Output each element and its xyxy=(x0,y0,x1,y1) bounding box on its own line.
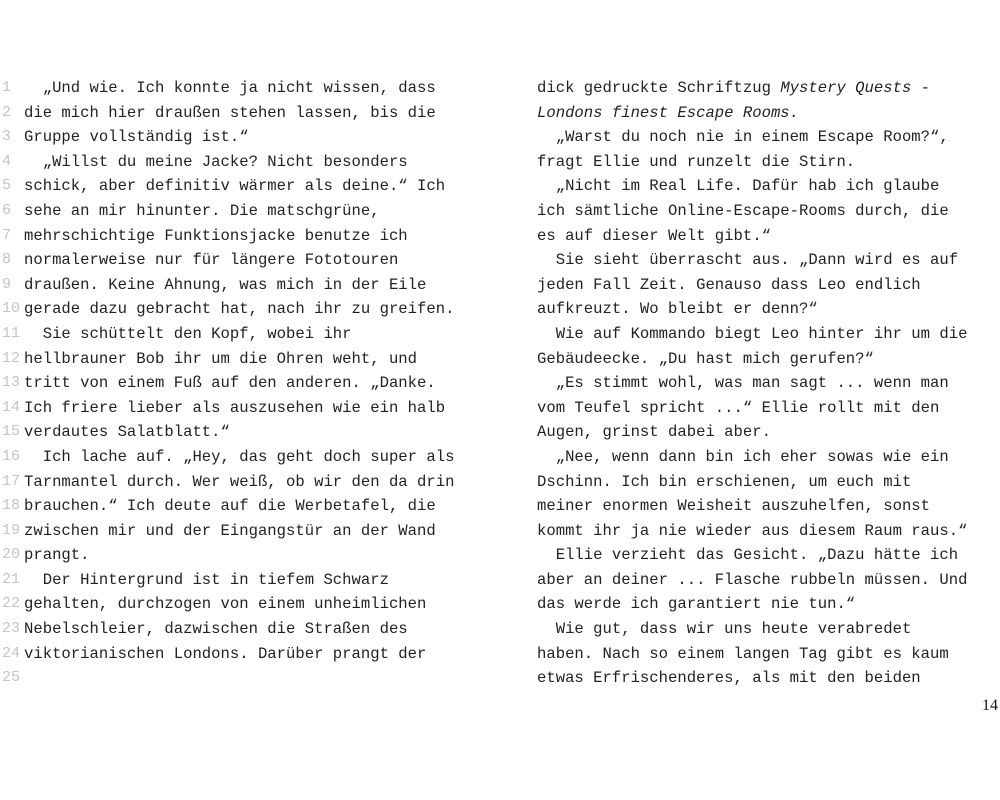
line-text: normalerweise nur für längere Fototouren xyxy=(24,251,399,270)
line-text: gerade dazu gebracht hat, nach ihr zu greifen. xyxy=(24,300,455,319)
line-text: „Nicht im Real Life. Dafür hab ich glaube xyxy=(537,177,940,196)
line-text: mehrschichtige Funktionsjacke benutze ich xyxy=(24,226,408,245)
text-line xyxy=(537,420,1000,445)
line-text: Dschinn. Ich bin erschienen, um euch mit xyxy=(537,472,912,491)
text-line xyxy=(537,470,1000,495)
line-number: 23 xyxy=(2,620,21,638)
text-line xyxy=(0,273,500,298)
line-text: hellbrauner Bob ihr um die Ohren weht, und xyxy=(24,349,418,368)
text-line xyxy=(0,371,500,396)
line-text: „Warst du noch nie in einem Escape Room?“, xyxy=(537,128,949,147)
line-text: Nebelschleier, dazwischen die Straßen des xyxy=(24,620,408,639)
line-number: 3 xyxy=(2,128,12,146)
line-number: 16 xyxy=(2,447,21,465)
line-text: meiner enormen Weisheit auszuhelfen, sonst xyxy=(537,497,931,516)
text-line xyxy=(0,297,500,322)
line-text: zwischen mir und der Eingangstür an der Wand xyxy=(24,521,436,540)
text-line xyxy=(0,347,500,372)
line-number: 4 xyxy=(2,152,12,170)
text-line xyxy=(537,224,1000,249)
line-text: Ellie verzieht das Gesicht. „Dazu hätte ich xyxy=(537,546,959,565)
line-number: 13 xyxy=(2,374,21,392)
line-text: fragt Ellie und runzelt die Stirn. xyxy=(537,152,856,171)
line-text: haben. Nach so einem langen Tag gibt es kaum xyxy=(537,644,949,663)
text-line xyxy=(0,125,500,150)
text-line xyxy=(537,543,1000,568)
line-text: Gebäudeecke. „Du hast mich gerufen?“ xyxy=(537,349,874,368)
line-number: 11 xyxy=(2,324,21,342)
text-line xyxy=(537,666,1000,691)
line-text: Ich friere lieber als auszusehen wie ein halb xyxy=(24,398,446,417)
line-number: 2 xyxy=(2,103,12,121)
text-line xyxy=(0,396,500,421)
text-line xyxy=(537,273,1000,298)
line-number: 5 xyxy=(2,177,12,195)
line-number: 20 xyxy=(2,546,21,564)
book-title-italic: Londons finest Escape Rooms. xyxy=(537,103,800,122)
text-line xyxy=(537,101,1000,126)
text-line xyxy=(0,519,500,544)
line-text: kommt ihr ja nie wieder aus diesem Raum raus.“ xyxy=(537,521,968,540)
line-text: jeden Fall Zeit. Genauso dass Leo endlich xyxy=(537,275,921,294)
text-line xyxy=(537,642,1000,667)
line-text xyxy=(537,101,799,126)
line-text: das werde ich garantiert nie tun.“ xyxy=(537,595,856,614)
text-line xyxy=(0,76,500,101)
text-line xyxy=(0,592,500,617)
text-line xyxy=(537,248,1000,273)
text-line xyxy=(537,396,1000,421)
line-text: etwas Erfrischenderes, als mit den beiden xyxy=(537,669,921,688)
text-line xyxy=(0,617,500,642)
text-line xyxy=(0,248,500,273)
line-text: es auf dieser Welt gibt.“ xyxy=(537,226,771,245)
text-line xyxy=(537,297,1000,322)
text-line xyxy=(0,101,500,126)
text-line xyxy=(537,519,1000,544)
line-text: Wie auf Kommando biegt Leo hinter ihr um die xyxy=(537,324,968,343)
text-line xyxy=(0,174,500,199)
line-text: ich sämtliche Online-Escape-Rooms durch, die xyxy=(537,201,949,220)
text-line xyxy=(0,199,500,224)
line-text: Der Hintergrund ist in tiefem Schwarz xyxy=(24,570,389,589)
text-line xyxy=(0,445,500,470)
text-line xyxy=(537,174,1000,199)
text-line xyxy=(537,494,1000,519)
line-text-plain: dick gedruckte Schriftzug xyxy=(537,79,781,97)
text-line xyxy=(0,224,500,249)
line-text: Ich lache auf. „Hey, das geht doch super als xyxy=(24,447,455,466)
text-line xyxy=(537,150,1000,175)
line-text: viktorianischen Londons. Darüber prangt der xyxy=(24,644,427,663)
line-text: „Und wie. Ich konnte ja nicht wissen, dass xyxy=(24,79,436,97)
line-number: 9 xyxy=(2,275,12,293)
line-number: 6 xyxy=(2,201,12,219)
text-line xyxy=(537,371,1000,396)
right-column xyxy=(537,76,1000,691)
page-number: 14 xyxy=(982,697,998,714)
line-text: aufkreuzt. Wo bleibt er denn?“ xyxy=(537,300,818,319)
text-line xyxy=(537,125,1000,150)
line-text: Sie sieht überrascht aus. „Dann wird es auf xyxy=(537,251,959,270)
line-text: Sie schüttelt den Kopf, wobei ihr xyxy=(24,324,352,343)
line-text: schick, aber definitiv wärmer als deine.“ Ich xyxy=(24,177,446,196)
line-number: 19 xyxy=(2,521,21,539)
text-line xyxy=(537,592,1000,617)
line-text xyxy=(537,76,930,101)
book-title-italic: Mystery Quests - xyxy=(780,79,931,97)
line-number: 14 xyxy=(2,398,21,416)
line-text: brauchen.“ Ich deute auf die Werbetafel, die xyxy=(24,497,436,516)
line-number: 7 xyxy=(2,226,12,244)
line-number: 12 xyxy=(2,349,21,367)
line-text: „Willst du meine Jacke? Nicht besonders xyxy=(24,152,408,171)
line-text: „Nee, wenn dann bin ich eher sowas wie ein xyxy=(537,447,949,466)
line-text: Wie gut, dass wir uns heute verabredet xyxy=(537,620,912,639)
text-line xyxy=(537,445,1000,470)
text-line xyxy=(537,199,1000,224)
line-text: vom Teufel spricht ...“ Ellie rollt mit den xyxy=(537,398,940,417)
line-number: 21 xyxy=(2,570,21,588)
text-line xyxy=(0,150,500,175)
line-text: aber an deiner ... Flasche rubbeln müssen. Und xyxy=(537,570,968,589)
line-number: 8 xyxy=(2,251,12,269)
line-text: draußen. Keine Ahnung, was mich in der Eile xyxy=(24,275,427,294)
line-text: Tarnmantel durch. Wer weiß, ob wir den da drin xyxy=(24,472,455,491)
line-number: 1 xyxy=(2,79,12,96)
line-number: 15 xyxy=(2,423,21,441)
text-line xyxy=(0,543,500,568)
text-line xyxy=(537,617,1000,642)
text-line xyxy=(0,322,500,347)
text-line xyxy=(537,568,1000,593)
line-number: 10 xyxy=(2,300,21,318)
left-column xyxy=(0,76,500,691)
line-text: Augen, grinst dabei aber. xyxy=(537,423,771,442)
line-text: gehalten, durchzogen von einem unheimlichen xyxy=(24,595,427,614)
line-number: 22 xyxy=(2,595,21,613)
line-text: tritt von einem Fuß auf den anderen. „Danke. xyxy=(24,374,436,393)
text-line xyxy=(0,642,500,667)
line-number: 17 xyxy=(2,472,21,490)
text-line xyxy=(0,494,500,519)
line-number: 18 xyxy=(2,497,21,515)
line-number: 25 xyxy=(2,669,21,687)
line-text: die mich hier draußen stehen lassen, bis die xyxy=(24,103,436,122)
line-text: sehe an mir hinunter. Die matschgrüne, xyxy=(24,201,380,220)
text-line xyxy=(0,420,500,445)
text-line xyxy=(0,666,500,691)
line-text: prangt. xyxy=(24,546,90,565)
line-text: „Es stimmt wohl, was man sagt ... wenn man xyxy=(537,374,949,393)
text-line xyxy=(537,76,1000,101)
text-line xyxy=(0,568,500,593)
text-line xyxy=(537,347,1000,372)
line-text: verdautes Salatblatt.“ xyxy=(24,423,230,442)
line-text: Gruppe vollständig ist.“ xyxy=(24,128,249,147)
text-line xyxy=(0,470,500,495)
text-line xyxy=(537,322,1000,347)
line-number: 24 xyxy=(2,644,21,662)
